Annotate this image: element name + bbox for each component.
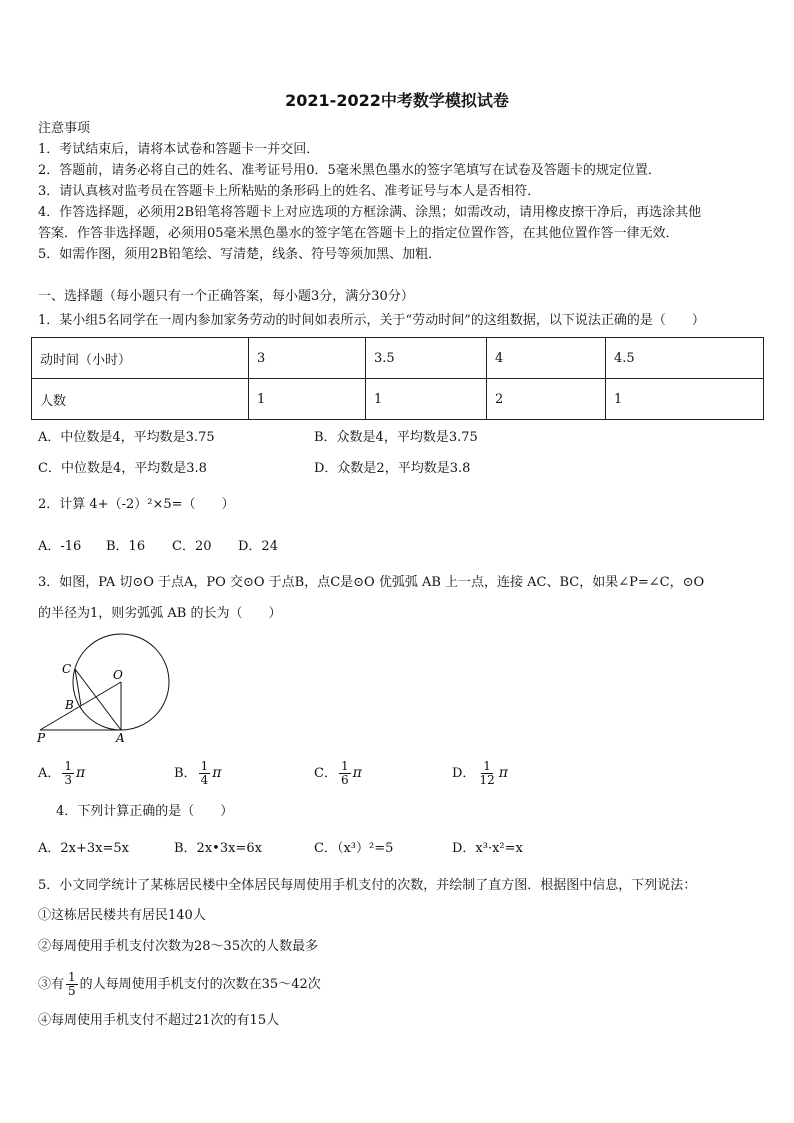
label-p: P [37, 731, 46, 744]
q4-option-c: C．（x³）²=5 [314, 841, 394, 856]
denominator: 4 [200, 773, 209, 787]
numerator: 1 [483, 759, 491, 773]
option-letter: A． [38, 766, 61, 781]
table-row [32, 338, 764, 379]
notice-item-2: 2．答题前，请务必将自己的姓名、准考证号用0．5毫米黑色墨水的签字笔填写在试卷及答题卡的规定位置． [38, 163, 661, 178]
table-row [32, 379, 764, 420]
q5-statement-1: ①这栋居民楼共有居民140人 [38, 908, 206, 923]
q5-statement-4: ④每周使用手机支付不超过21次的有15人 [38, 1013, 280, 1028]
q4-stem: 4．下列计算正确的是（ ） [56, 804, 234, 819]
pi-symbol: π [76, 765, 86, 781]
table-cell: 4 [487, 338, 606, 379]
notice-heading: 注意事项 [38, 121, 91, 136]
fraction [477, 760, 496, 787]
q1-option-b: B．众数是4，平均数是3.75 [314, 430, 478, 445]
numerator: 1 [64, 759, 73, 773]
label-o: O [113, 668, 123, 682]
label-b: B [65, 698, 74, 712]
q5-statement-2: ②每周使用手机支付次数为28～35次的人数最多 [38, 939, 319, 954]
q3-stem-line1: 3．如图，PA 切⊙O 于点A，PO 交⊙O 于点B，点C是⊙O 优弧弧 AB 上一点，连接 AC、BC，如果∠P=∠C，⊙O [38, 575, 705, 590]
q2-option-d: D．24 [238, 539, 278, 554]
q3-option-a [38, 760, 85, 787]
q2-option-a: A．-16 [38, 539, 82, 554]
q1-table [31, 337, 764, 420]
q4-option-d: D．x³·x²=x [452, 841, 523, 856]
q3-option-b [174, 760, 221, 787]
table-cell: 人数 [32, 379, 249, 420]
fraction [66, 971, 78, 998]
fraction [62, 760, 74, 787]
fraction [339, 760, 351, 787]
notice-item-3: 3．请认真核对监考员在答题卡上所粘贴的条形码上的姓名、准考证号与本人是否相符． [38, 184, 541, 199]
statement-suffix: 的人每周使用手机支付的次数在35～42次 [79, 977, 321, 992]
denominator: 12 [479, 773, 495, 787]
table-cell: 动时间（小时） [32, 338, 249, 379]
numerator: 1 [340, 759, 349, 773]
numerator: 1 [200, 759, 209, 773]
q2-option-b: B．16 [106, 539, 146, 554]
label-c: C [62, 662, 72, 676]
q4-option-a: A．2x+3x=5x [38, 841, 129, 856]
denominator: 5 [68, 984, 76, 998]
chord-cb [75, 669, 81, 706]
fraction [199, 760, 211, 787]
option-letter: C． [314, 766, 337, 781]
q5-statement-3 [38, 971, 321, 998]
q5-stem: 5．小文同学统计了某栋居民楼中全体居民每周使用手机支付的次数，并绘制了直方图．根据图中信息，下列说法： [38, 878, 697, 893]
table-cell: 3.5 [366, 338, 487, 379]
q2-option-c: C．20 [172, 539, 212, 554]
pi-symbol: π [352, 765, 362, 781]
notice-item-1: 1．考试结束后，请将本试卷和答题卡一并交回． [38, 142, 320, 157]
label-a: A [116, 731, 125, 744]
q1-option-d: D．众数是2，平均数是3.8 [314, 461, 471, 476]
q1-option-c: C．中位数是4，平均数是3.8 [38, 461, 207, 476]
notice-item-4-cont: 答案．作答非选择题，必须用05毫米黑色墨水的签字笔在答题卡上的指定位置作答，在其他位置作答一律无效． [38, 226, 679, 241]
page-title: 2021-2022中考数学模拟试卷 [285, 91, 509, 110]
table-cell: 3 [249, 338, 366, 379]
option-letter: D． [452, 766, 476, 781]
table-cell: 1 [249, 379, 366, 420]
numerator: 1 [68, 970, 76, 984]
notice-item-4: 4．作答选择题，必须用2B铅笔将答题卡上对应选项的方框涂满、涂黑；如需改动，请用橡皮擦干净后，再选涂其他 [38, 205, 702, 220]
table-cell: 2 [487, 379, 606, 420]
q3-option-d [452, 760, 508, 787]
table-cell: 1 [606, 379, 764, 420]
table-cell: 1 [366, 379, 487, 420]
q3-option-c [314, 760, 362, 787]
option-letter: B． [174, 766, 197, 781]
statement-prefix: ③有 [38, 977, 65, 992]
section-heading: 一、选择题（每小题只有一个正确答案，每小题3分，满分30分） [38, 289, 414, 304]
q2-stem: 2．计算 4+（-2）²×5=（ ） [38, 497, 235, 512]
q3-stem-line2: 的半径为1，则劣弧弧 AB 的长为（ ） [38, 606, 282, 621]
pi-symbol: π [498, 765, 508, 781]
notice-item-5: 5．如需作图，须用2B铅笔绘、写清楚，线条、符号等须加黑、加粗． [38, 247, 442, 262]
pi-symbol: π [212, 765, 222, 781]
q4-option-b: B．2x•3x=6x [174, 841, 262, 856]
q1-option-a: A．中位数是4，平均数是3.75 [38, 430, 215, 445]
q1-stem: 1．某小组5名同学在一周内参加家务劳动的时间如表所示，关于“劳动时间”的这组数据，以下说法正确的是（ ） [38, 313, 705, 328]
q3-figure [34, 632, 174, 744]
denominator: 6 [340, 773, 349, 787]
denominator: 3 [64, 773, 73, 787]
table-cell: 4.5 [606, 338, 764, 379]
